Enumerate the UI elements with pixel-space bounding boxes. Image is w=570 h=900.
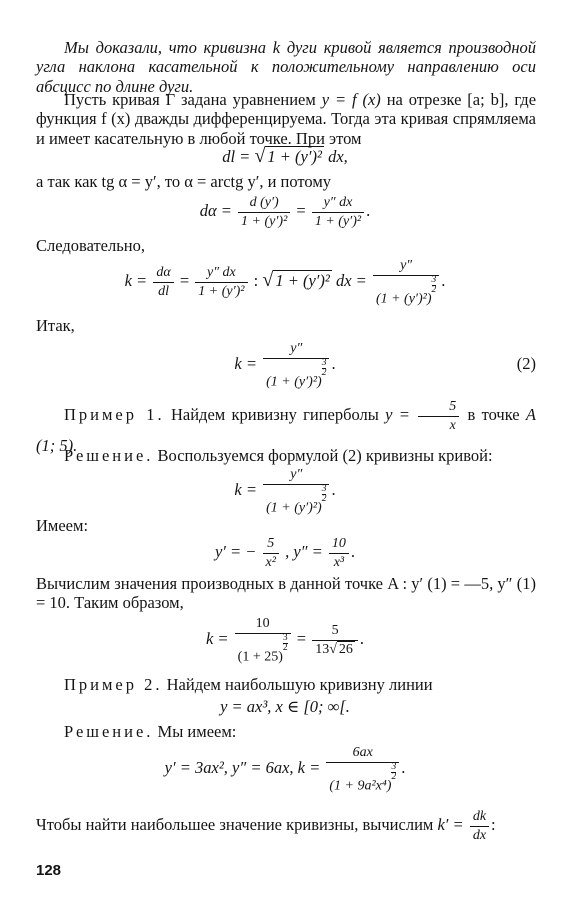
denominator: x³: [333, 554, 345, 570]
text-fragment: Пусть кривая Γ задана уравнением: [64, 90, 316, 109]
paragraph-consequently: Следовательно,: [36, 236, 145, 255]
page-number: 128: [36, 862, 62, 879]
numerator: y″ dx: [312, 194, 364, 213]
denominator: [326, 763, 399, 795]
numerator: 10: [235, 615, 291, 634]
example-heading: Пример 2.: [64, 675, 163, 694]
formula-part: y =: [385, 404, 410, 424]
formula-dl: [0, 145, 570, 169]
radical-sign: √: [262, 269, 274, 292]
exponent: $\frac{3}{2}$: [321, 483, 327, 504]
radicand: 26: [338, 641, 353, 657]
radicand: 1 + (y′)²: [267, 147, 322, 166]
formula-part: =: [296, 629, 307, 649]
equation-number: (2): [516, 354, 536, 373]
fraction: [235, 615, 291, 666]
point: A (1; 5).: [36, 404, 537, 455]
denominator: 1 + (y′)²: [198, 283, 245, 299]
formula-derivatives: y′ = − $\frac{5}{\text{x²}}$ , y″ = $\frac{10}{\text{x³}}$ .: [214, 536, 356, 570]
text-fragment: Найдем наибольшую кривизну линии: [166, 675, 433, 694]
fraction: [263, 466, 329, 517]
exponent: $\frac{3}{2}$: [391, 761, 397, 782]
denominator: 13√ 26: [315, 641, 353, 657]
denominator: x²: [265, 554, 276, 570]
numerator: 5: [263, 535, 279, 554]
radical-sign: √: [254, 145, 266, 167]
numerator: 5: [418, 398, 459, 417]
example-2: [36, 675, 536, 694]
text-fragment: Мы имеем:: [157, 722, 237, 741]
exponent: $\frac{3}{2}$: [321, 357, 327, 378]
paragraph-we-have: Имеем:: [36, 516, 89, 535]
formula-part: y′ = −: [214, 541, 257, 561]
exponent: $\frac{3}{2}$: [431, 274, 437, 295]
paragraph-curve-definition: [36, 90, 536, 148]
formula-part: , y″ =: [285, 541, 323, 561]
fraction: [312, 194, 364, 230]
text-fragment: в точке: [467, 404, 520, 424]
formula-part: k =: [124, 271, 148, 291]
formula-cubic: y = ax³, x ∈ [0; ∞[.: [220, 697, 350, 716]
formula-part: k =: [234, 354, 257, 374]
paragraph-compute-values: Вычислим значения производных в данной точке A : y′ (1) = —5, y″ (1) = 10. Таким образом,: [36, 574, 536, 613]
formula-part: dl =: [222, 147, 255, 166]
fraction: [329, 535, 349, 571]
formula-dalpha: dα = $\frac{d (y')}{\text{1 + (y′)²}}$ = $\frac{y'' dx}{\text{1 + (y′)²}}$ .: [199, 195, 371, 229]
denominator: [235, 634, 291, 666]
base: (1 + 25): [237, 649, 283, 664]
denominator: [373, 276, 439, 308]
radicand: 1 + (y′)²: [275, 271, 330, 291]
numerator: d (y′): [238, 194, 290, 213]
numerator: y″: [263, 466, 329, 485]
inline-formula: y = f (x): [321, 90, 381, 109]
text-fragment: на отрезке [a; b], где функция f (x) дважды дифференцируема. Тогда эта кривая спрямляема и имеет касательную в любой точке. При этом: [36, 90, 537, 148]
base: (1 + (y′)²): [375, 291, 432, 306]
denominator: dl: [158, 283, 169, 299]
formula-part: k =: [205, 629, 229, 649]
denominator: 1 + (y′)²: [314, 213, 362, 229]
solution-2: [36, 722, 536, 741]
example-heading: Пример 1.: [64, 404, 165, 424]
paragraph-tangent-angle: а так как tg α = y′, то α = arctg y′, и потому: [36, 172, 332, 191]
formula-part: :: [253, 271, 259, 291]
formula-part: dx =: [335, 271, 367, 291]
formula-ex2-derivatives: y′ = 3ax², y″ = 6ax, k = 6ax (1 + 9a²x⁴) $\frac{3}{2}$ .: [164, 745, 406, 793]
text-fragment: Чтобы найти наибольшее значение кривизны, вычислим: [36, 814, 434, 834]
numerator: 5: [312, 622, 358, 641]
formula-part: y′ = 3ax², y″ = 6ax, k =: [164, 758, 321, 778]
base: (1 + (y′)²): [266, 374, 322, 389]
formula-k-derivation: k = $\frac{d\alpha}{dl}$ = $\frac{y'' dx}{\text{1 + (y′)²}}$ : √ 1 + (y′)² dx = y″ (1 + (y′)²) $\frac{3}{2}$ .: [124, 258, 446, 306]
numerator: 6ax: [326, 744, 399, 763]
numerator: dk: [470, 808, 489, 827]
fraction: [326, 744, 399, 795]
denominator: [263, 485, 329, 517]
paragraph-thus: Итак,: [36, 316, 75, 335]
formula-k-repeat: k = y″ (1 + (y′)²) $\frac{3}{2}$ .: [234, 467, 336, 515]
formula-part: k′ =: [437, 814, 464, 834]
numerator: dα: [153, 264, 173, 283]
numerator: y″: [373, 257, 439, 276]
numerator: y″: [263, 340, 329, 359]
fraction: [153, 264, 173, 300]
denominator: 1 + (y′)²: [241, 213, 288, 229]
formula-part: k =: [234, 480, 257, 500]
base: (1 + 9a²x⁴): [329, 778, 392, 793]
base: (1 + (y′)²): [266, 500, 322, 515]
fraction: [263, 535, 279, 571]
fraction: [195, 264, 247, 300]
text-fragment: Воспользуемся формулой (2) кривизны кривой:: [157, 446, 493, 465]
formula-part: dα =: [199, 200, 232, 220]
denominator: [263, 359, 329, 391]
fraction: [238, 194, 290, 230]
paragraph-max-curvature: Чтобы найти наибольшее значение кривизны, вычислим k′ = $\frac{dk}{dx}$ :: [36, 809, 496, 843]
formula-part: dx,: [328, 147, 348, 166]
fraction: [263, 340, 329, 391]
fraction: [312, 622, 358, 658]
solution-heading: Решение.: [64, 722, 154, 741]
solution-1: [36, 446, 536, 465]
formula-k-value: k = 10 (1 + 25) $\frac{3}{2}$ = $\frac{5}{13√ 26}$ .: [205, 616, 365, 664]
denominator: dx: [472, 827, 487, 843]
exponent: $\frac{3}{2}$: [282, 632, 288, 653]
fraction: [373, 257, 439, 308]
solution-heading: Решение.: [64, 446, 154, 465]
denominator: x: [449, 417, 456, 433]
base: 13: [315, 641, 330, 657]
fraction: [470, 808, 489, 844]
formula-curvature-2: k = y″ (1 + (y′)²) $\frac{3}{2}$ .: [234, 341, 336, 389]
theorem-statement: Мы доказали, что кривизна k дуги кривой является производной угла наклона касательной к положительному направлению оси абсцисс по длине дуги.: [36, 38, 536, 96]
numerator: 10: [329, 535, 349, 554]
numerator: y″ dx: [195, 264, 247, 283]
fraction: [418, 398, 459, 434]
text-fragment: Найдем кривизну гиперболы: [170, 404, 379, 424]
